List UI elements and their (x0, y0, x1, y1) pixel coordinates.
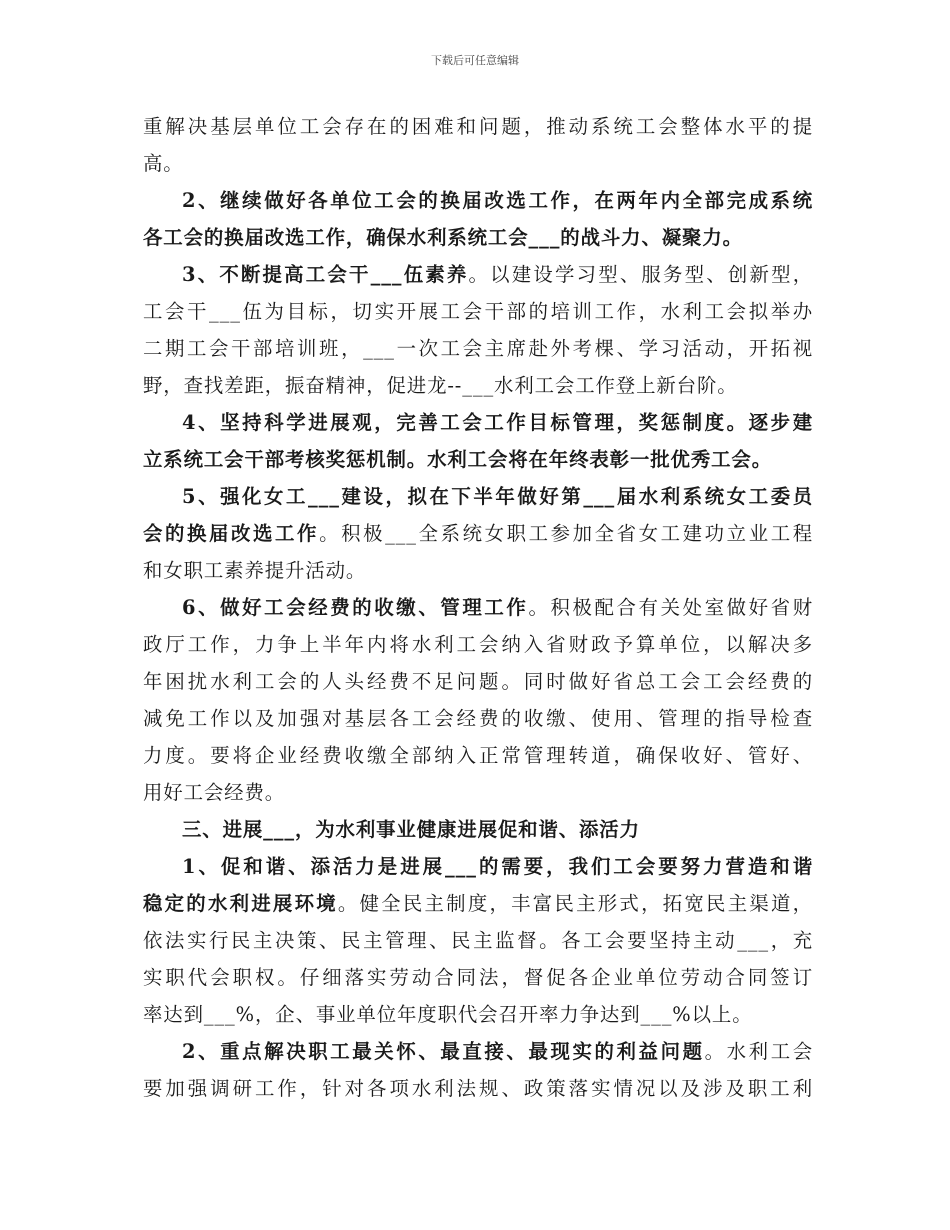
bold-text-run: 4、坚持科学进展观，完善工会工作目标管理，奖惩制度。逐步建 (182, 411, 813, 434)
text-line (143, 330, 813, 367)
text-line (143, 404, 813, 441)
text-line (143, 552, 813, 589)
text-line (143, 145, 813, 182)
text-run: 要加强调研工作，针对各项水利法规、政策落实情况以及涉及职工利 (143, 1077, 813, 1100)
text-run: 重解决基层单位工会存在的困难和问题，推动系统工会整体水平的提 (143, 115, 813, 138)
bold-text-run: 1、促和谐、添活力是进展___的需要，我们工会要努力营造和谐 (182, 855, 813, 878)
text-run: 。水利工会 (704, 1040, 813, 1063)
text-line (143, 219, 813, 256)
text-line (143, 256, 813, 293)
text-line (143, 811, 813, 848)
bold-text-run: 2、重点解决职工最关怀、最直接、最现实的利益问题 (182, 1040, 705, 1063)
text-line (143, 1070, 813, 1107)
text-run: 政厅工作，力争上半年内将水利工会纳入省财政予算单位，以解决多 (143, 633, 813, 656)
text-run: 。以建设学习型、服务型、创新型， (468, 263, 813, 286)
bold-text-run: 立系统工会干部考核奖惩机制。水利工会将在年终表彰一批优秀工会。 (143, 448, 773, 471)
text-run: 用好工会经费。 (143, 781, 286, 804)
text-run: 。健全民主制度，丰富民主形式，拓宽民主渠道， (337, 892, 813, 915)
text-line (143, 367, 813, 404)
text-line (143, 293, 813, 330)
text-run: 减免工作以及加强对基层各工会经费的收缴、使用、管理的指导检查 (143, 707, 813, 730)
text-run: 工会干___伍为目标，切实开展工会干部的培训工作，水利工会拟举办 (143, 300, 813, 323)
text-line (143, 515, 813, 552)
document-body (143, 108, 813, 1107)
text-run: 率达到___%，企、事业单位年度职代会召开率力争达到___%以上。 (143, 1003, 753, 1026)
text-line (143, 108, 813, 145)
bold-text-run: 会的换届改选工作 (143, 522, 320, 545)
text-line (143, 1033, 813, 1070)
text-run: 高。 (143, 152, 184, 175)
text-run: 二期工会干部培训班，___一次工会主席赴外考棵、学习活动，开拓视 (143, 337, 813, 360)
text-line (143, 626, 813, 663)
bold-text-run: 6、做好工会经费的收缴、管理工作 (182, 596, 529, 619)
text-line (143, 182, 813, 219)
text-line (143, 774, 813, 811)
text-line (143, 663, 813, 700)
text-run: 力度。要将企业经费收缴全部纳入正常管理转道，确保收好、管好、 (143, 744, 813, 767)
text-run: 。积极配合有关处室做好省财 (528, 596, 813, 619)
text-run: 依法实行民主决策、民主管理、民主监督。各工会要坚持主动___，充 (143, 929, 813, 952)
bold-text-run: 各工会的换届改选工作，确保水利系统工会___的战斗力、凝聚力。 (143, 226, 743, 249)
text-run: 。积极___全系统女职工参加全省女工建功立业工程 (319, 522, 813, 545)
text-run: 和女职工素养提升活动。 (143, 559, 367, 582)
text-line (143, 959, 813, 996)
text-line (143, 922, 813, 959)
text-line (143, 441, 813, 478)
text-line (143, 848, 813, 885)
text-line (143, 700, 813, 737)
bold-text-run: 稳定的水利进展环境 (143, 892, 338, 915)
text-run: 年困扰水利工会的人头经费不足问题。同时做好省总工会工会经费的 (143, 670, 813, 693)
text-line (143, 885, 813, 922)
text-line (143, 589, 813, 626)
text-run: 野，查找差距，振奋精神，促进龙--___水利工会工作登上新台阶。 (143, 374, 738, 397)
text-line (143, 996, 813, 1033)
text-run: 实职代会职权。仔细落实劳动合同法，督促各企业单位劳动合同签订 (143, 966, 813, 989)
bold-text-run: 3、不断提高工会干___伍素养 (182, 263, 469, 286)
bold-text-run: 三、进展___，为水利事业健康进展促和谐、添活力 (182, 818, 640, 841)
text-line (143, 737, 813, 774)
bold-text-run: 2、继续做好各单位工会的换届改选工作，在两年内全部完成系统 (182, 189, 813, 212)
page-header: 下载后可任意编辑 (431, 54, 519, 67)
text-line (143, 478, 813, 515)
bold-text-run: 5、强化女工___建设，拟在下半年做好第___届水利系统女工委员 (182, 485, 813, 508)
